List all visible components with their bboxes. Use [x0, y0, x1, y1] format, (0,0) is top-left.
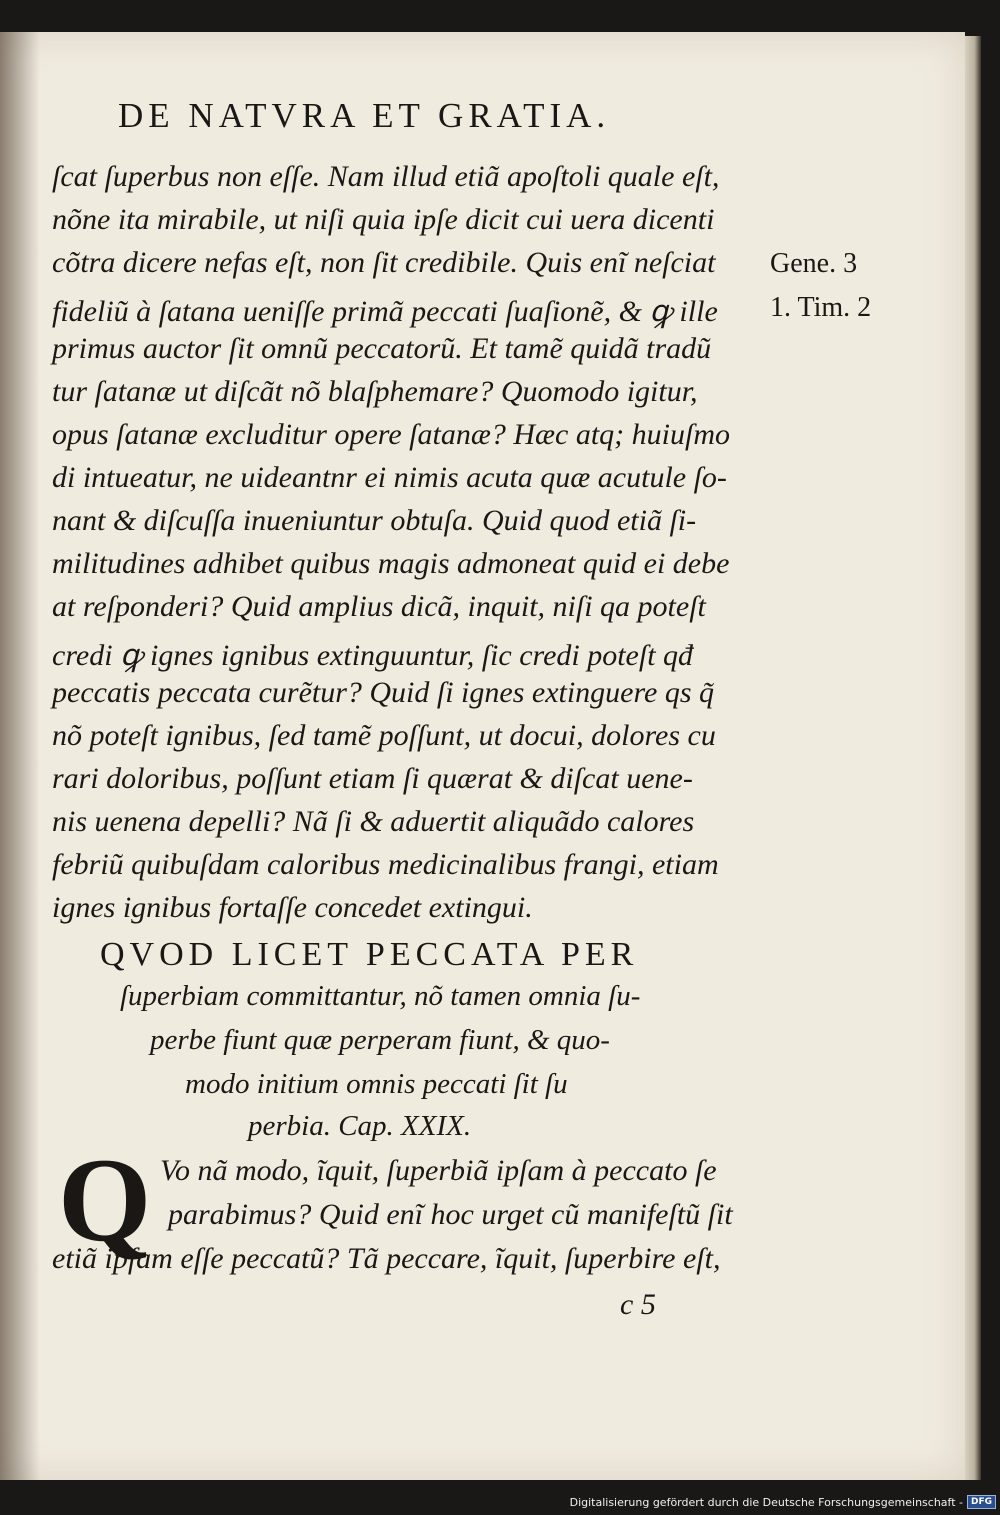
chapter-line: etiã ipſam eſſe peccatũ? Tã peccare, ĩquit, ſuperbire eſt, — [52, 1242, 721, 1275]
body-line: credi ꝙ ignes ignibus extinguuntur, ſic credi poteſt qđ — [52, 639, 694, 672]
chapter-heading-line: ſuperbiam committantur, nõ tamen omnia ſu- — [120, 980, 641, 1012]
chapter-heading-line: perbe fiunt quæ perperam fiunt, & quo- — [150, 1024, 610, 1056]
footer-text: Digitalisierung gefördert durch die Deutsche Forschungsgemeinschaft - — [569, 1495, 963, 1509]
chapter-line: parabimus? Quid enĩ hoc urget cũ manifeſtũ ſit — [168, 1198, 733, 1231]
body-line: febriũ quibuſdam caloribus medicinalibus frangi, etiam — [52, 848, 719, 881]
margin-note: 1. Tim. 2 — [770, 292, 872, 323]
digitization-footer — [570, 1493, 996, 1511]
body-line: ſcat ſuperbus non eſſe. Nam illud etiã apoſtoli quale eſt, — [52, 160, 720, 193]
drop-cap: Q — [58, 1133, 152, 1266]
body-line: ignes ignibus fortaſſe concedet extingui. — [52, 891, 533, 924]
signature-mark: c 5 — [620, 1288, 656, 1321]
body-line: nant & diſcuſſa inueniuntur obtuſa. Quid quod etiã ſi- — [52, 504, 697, 537]
chapter-line: Vo nã modo, ĩquit, ſuperbiã ipſam à peccato ſe — [160, 1154, 717, 1187]
body-line: rari doloribus, poſſunt etiam ſi quærat & diſcat uene- — [52, 762, 693, 795]
dfg-logo-icon: DFG — [967, 1495, 996, 1509]
chapter-heading-caps: QVOD LICET PECCATA PER — [100, 936, 639, 973]
body-line: di intueatur, ne uideantnr ei nimis acuta quæ acutule ſo- — [52, 461, 727, 494]
body-line: primus auctor ſit omnũ peccatorũ. Et tamẽ quidã tradũ — [52, 332, 712, 365]
page-edge — [965, 36, 981, 1480]
body-line: at reſponderi? Quid amplius dicã, inquit, niſi qa poteſt — [52, 590, 706, 623]
body-line: nõne ita mirabile, ut niſi quia ipſe dicit cui uera dicenti — [52, 203, 715, 236]
body-line: cõtra dicere nefas eſt, non ſit credibile. Quis enĩ neſciat — [52, 246, 716, 279]
body-line: tur ſatanæ ut diſcãt nõ blaſphemare? Quomodo igitur, — [52, 375, 698, 408]
body-line: nõ poteſt ignibus, ſed tamẽ poſſunt, ut docui, dolores cu — [52, 719, 716, 752]
body-line: fideliũ à ſatana ueniſſe primã peccati ſuaſionẽ, & ꝙ ille — [52, 295, 718, 328]
running-head: DE NATVRA ET GRATIA. — [118, 96, 611, 135]
chapter-heading-line: perbia. Cap. XXIX. — [248, 1110, 472, 1142]
chapter-heading-line: modo initium omnis peccati ſit ſu — [185, 1068, 568, 1100]
body-line: militudines adhibet quibus magis admoneat quid ei debe — [52, 547, 730, 580]
spine-shadow — [0, 32, 40, 1480]
margin-note: Gene. 3 — [770, 248, 858, 279]
body-line: peccatis peccata curẽtur? Quid ſi ignes extinguere qs q̃ — [52, 676, 715, 709]
body-line: nis uenena depelli? Nã ſi & aduertit aliquãdo calores — [52, 805, 695, 838]
body-line: opus ſatanæ excluditur opere ſatanæ? Hæc atq; huiuſmo — [52, 418, 731, 451]
